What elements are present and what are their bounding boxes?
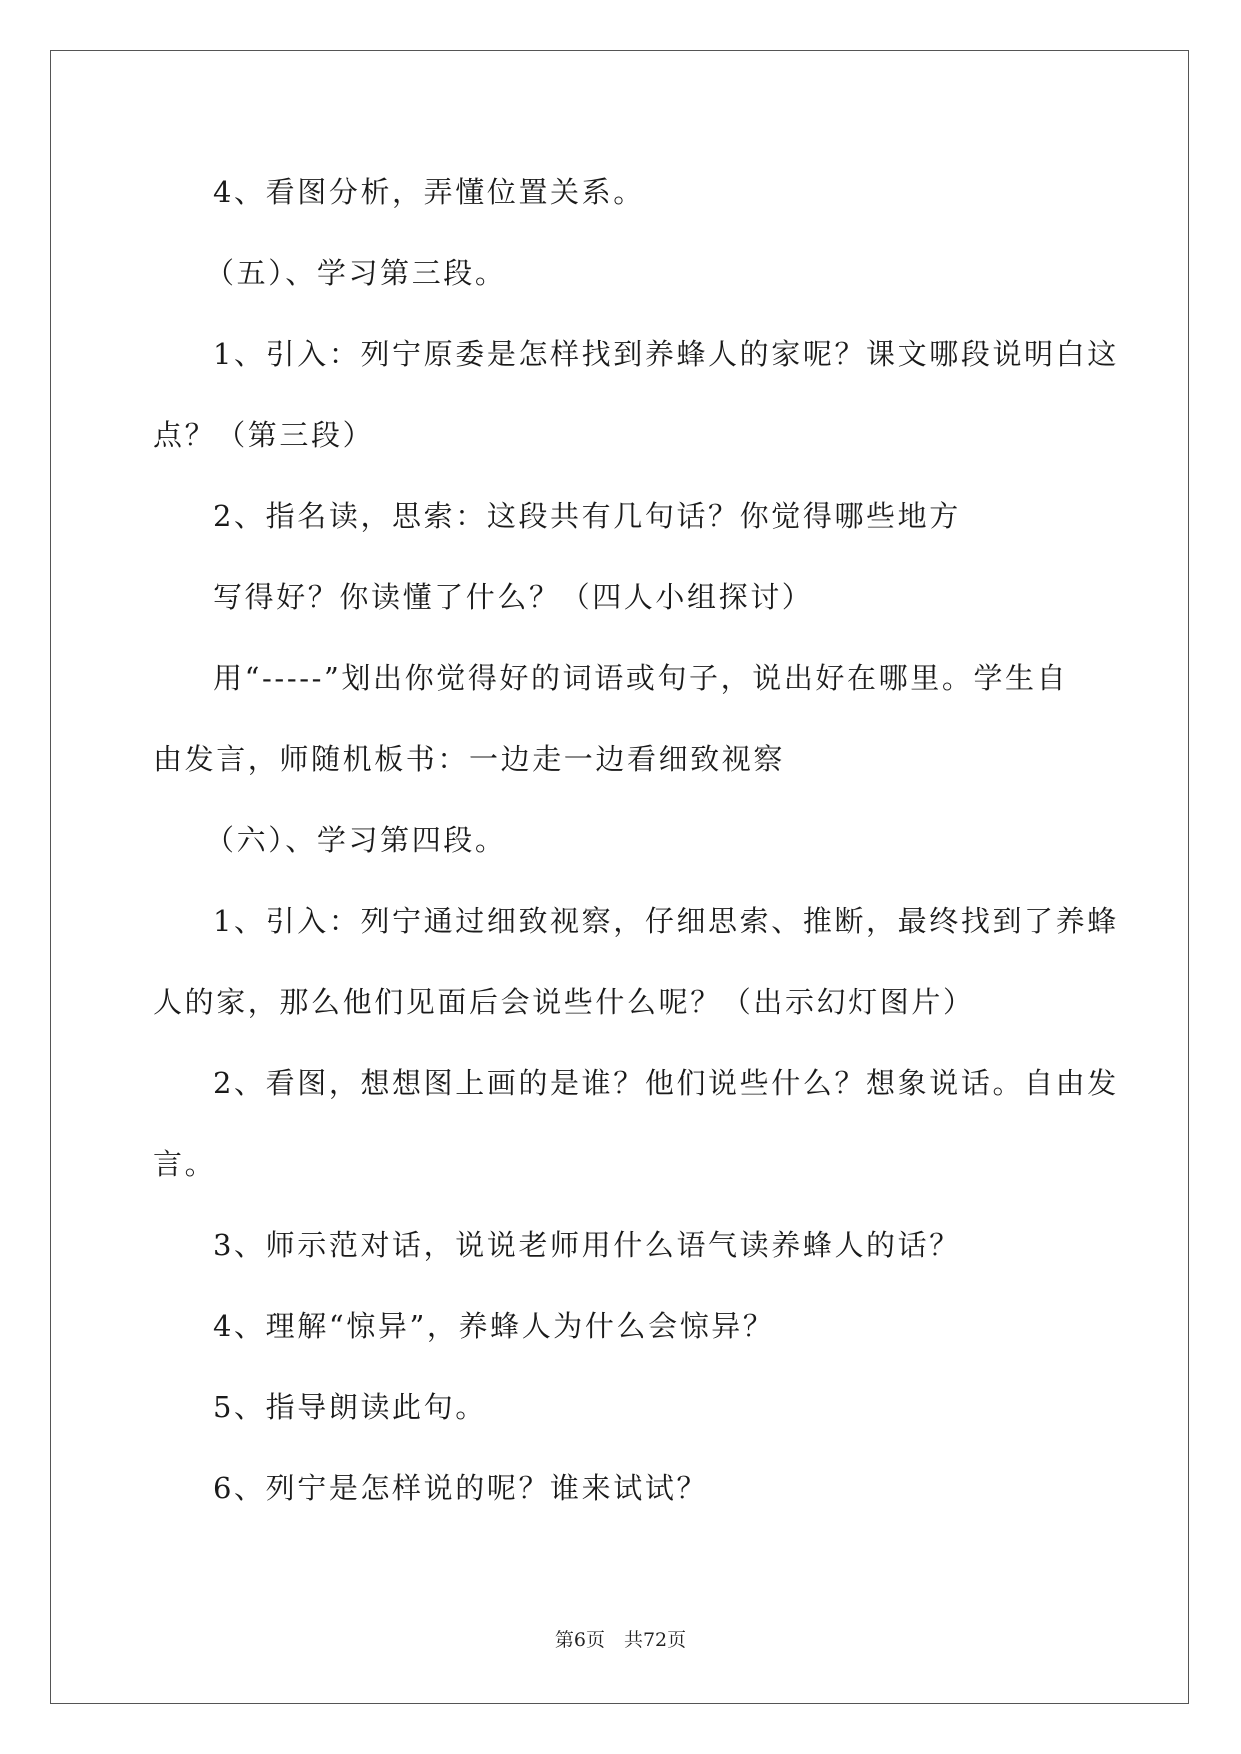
page-footer: 第6页 共72页 bbox=[554, 1629, 687, 1651]
section-heading: （六）、学习第四段。 bbox=[205, 823, 507, 857]
text-line: 1、引入：列宁通过细致视察，仔细思索、推断，最终找到了养蜂 bbox=[213, 904, 1119, 938]
text-line: 人的家，那么他们见面后会说些什么呢？（出示幻灯图片） bbox=[153, 985, 975, 1019]
text-line: 点？（第三段） bbox=[153, 418, 375, 452]
text-line: 6、列宁是怎样说的呢？谁来试试？ bbox=[213, 1471, 709, 1505]
text-line: 言。 bbox=[153, 1147, 217, 1181]
text-line: 2、看图，想想图上画的是谁？他们说些什么？想象说话。自由发 bbox=[213, 1066, 1119, 1100]
page-border bbox=[50, 50, 1189, 1704]
text-line: 2、指名读，思索：这段共有几句话？你觉得哪些地方 bbox=[213, 499, 961, 533]
text-line: 3、师示范对话，说说老师用什么语气读养蜂人的话？ bbox=[213, 1228, 961, 1262]
text-line: 由发言，师随机板书：一边走一边看细致视察 bbox=[153, 742, 786, 776]
text-line: 4、理解“惊异”，养蜂人为什么会惊异？ bbox=[213, 1309, 775, 1343]
text-line: 5、指导朗读此句。 bbox=[213, 1390, 487, 1424]
text-line: 用“-----”划出你觉得好的词语或句子，说出好在哪里。学生自 bbox=[213, 661, 1069, 695]
section-heading: （五）、学习第三段。 bbox=[205, 256, 507, 290]
text-line: 1、引入：列宁原委是怎样找到养蜂人的家呢？课文哪段说明白这 bbox=[213, 337, 1119, 371]
text-line: 写得好？你读懂了什么？（四人小组探讨） bbox=[213, 580, 814, 614]
text-line: 4、看图分析，弄懂位置关系。 bbox=[213, 175, 645, 209]
